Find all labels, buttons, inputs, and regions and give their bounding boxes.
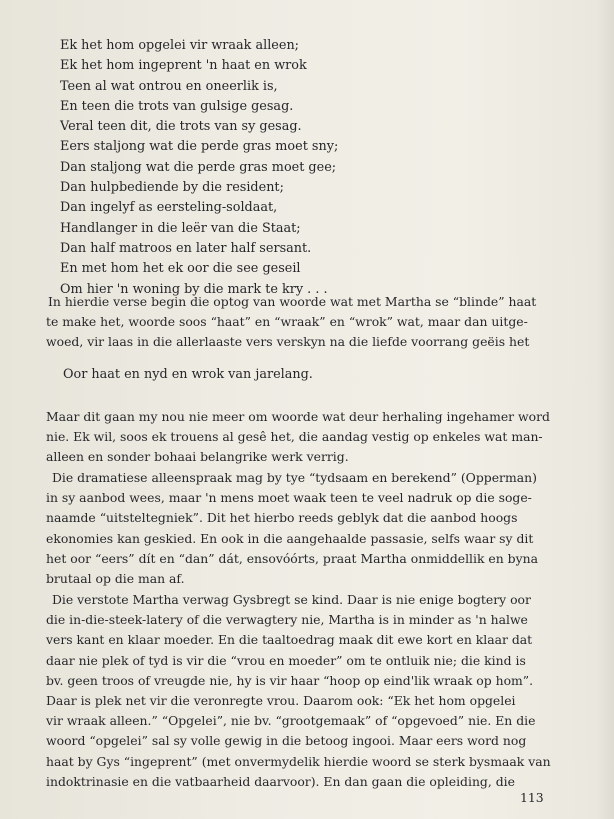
page-number: 113 bbox=[520, 790, 544, 805]
poem-line: En met hom het ek oor die see geseil bbox=[60, 261, 301, 277]
page-edge-shadow bbox=[596, 0, 614, 819]
paragraph-line: naamde “uitsteltegniek”. Dit het hierbo reeds geblyk dat die aanbod hoogs bbox=[46, 510, 518, 526]
poem-line: Veral teen dit, die trots van sy gesag. bbox=[60, 119, 302, 135]
paragraph-line: alleen en sonder bohaai belangrike werk verrig. bbox=[46, 449, 349, 465]
paragraph-line: In hierdie verse begin die optog van woorde wat met Martha se “blinde” haat bbox=[48, 294, 537, 309]
paragraph-line: in sy aanbod wees, maar 'n mens moet waak teen te veel nadruk op die soge- bbox=[46, 490, 532, 506]
paragraph-line: Daar is plek net vir die veronregte vrou. Daarom ook: “Ek het hom opgelei bbox=[46, 693, 516, 709]
poem-line: Dan half matroos en later half sersant. bbox=[60, 240, 312, 256]
paragraph-line: vers kant en klaar moeder. En die taaltoedrag maak dit ewe kort en klaar dat bbox=[46, 632, 533, 648]
paragraph-line: Maar dit gaan my nou nie meer om woorde wat deur herhaling ingehamer word bbox=[46, 409, 550, 424]
paragraph-line: die in-die-steek-latery of die verwagtery nie, Martha is in minder as 'n halwe bbox=[46, 612, 528, 628]
paragraph-line: Die verstote Martha verwag Gysbregt se kind. Daar is nie enige bogtery oor bbox=[52, 592, 531, 607]
poem-line: Om hier 'n woning by die mark te kry . . . bbox=[60, 281, 328, 297]
paragraph-line: bv. geen troos of vreugde nie, hy is vir haar “hoop op eind'lik wraak op hom”. bbox=[46, 672, 534, 688]
paragraph-line: woord “opgelei” sal sy volle gewig in die betoog ingooi. Maar eers word nog bbox=[46, 733, 527, 749]
paragraph-4 bbox=[46, 590, 558, 792]
paragraph-line: nie. Ek wil, soos ek trouens al gesê het, die aandag vestig op enkeles wat man- bbox=[46, 429, 543, 445]
paragraph-line: ekonomies kan geskied. En ook in die aangehaalde passasie, selfs waar sy dit bbox=[46, 530, 534, 546]
poem-line: Handlanger in die leër van die Staat; bbox=[60, 220, 301, 236]
poem-line: Ek het hom ingeprent 'n haat en wrok bbox=[60, 58, 307, 74]
paragraph-line: brutaal op die man af. bbox=[46, 571, 185, 587]
poem-line: Dan hulpbediende by die resident; bbox=[60, 180, 284, 196]
poem-line: Teen al wat ontrou en oneerlik is, bbox=[60, 78, 278, 94]
paragraph-line: het oor “eers” dít en “dan” dát, ensovóórts, praat Martha onmiddellik en byna bbox=[46, 550, 538, 566]
paragraph-line: te make het, woorde soos “haat” en “wraak” en “wrok” wat, maar dan uitge- bbox=[46, 314, 528, 330]
poem-line: Dan staljong wat die perde gras moet gee; bbox=[60, 159, 337, 175]
quoted-verse: Oor haat en nyd en wrok van jarelang. bbox=[63, 367, 313, 382]
paragraph-3 bbox=[46, 468, 558, 589]
paragraph-2 bbox=[46, 407, 558, 468]
poem-line: Ek het hom opgelei vir wraak alleen; bbox=[60, 38, 299, 53]
paragraph-line: vir wraak alleen.” “Opgelei”, nie bv. “grootgemaak” of “opgevoed” nie. En die bbox=[46, 713, 536, 729]
poem-line: En teen die trots van gulsige gesag. bbox=[60, 98, 294, 114]
poem-line: Dan ingelyf as eersteling-soldaat, bbox=[60, 200, 278, 216]
poem-line: Eers staljong wat die perde gras moet sny; bbox=[60, 139, 339, 155]
paragraph-line: Die dramatiese alleenspraak mag by tye “tydsaam en berekend” (Opperman) bbox=[52, 470, 537, 485]
poem-excerpt bbox=[60, 36, 390, 300]
paragraph-line: daar nie plek of tyd is vir die “vrou en moeder” om te ontluik nie; die kind is bbox=[46, 652, 526, 668]
paragraph-line: woed, vir laas in die allerlaaste vers verskyn na die liefde voorrang geëis het bbox=[46, 334, 530, 350]
paragraph-1 bbox=[46, 292, 558, 353]
paragraph-line: indoktrinasie en die vatbaarheid daarvoor). En dan gaan die opleiding, die bbox=[46, 773, 515, 789]
paragraph-line: haat by Gys “ingeprent” (met onvermydelik hierdie woord se sterk bysmaak van bbox=[46, 753, 551, 769]
